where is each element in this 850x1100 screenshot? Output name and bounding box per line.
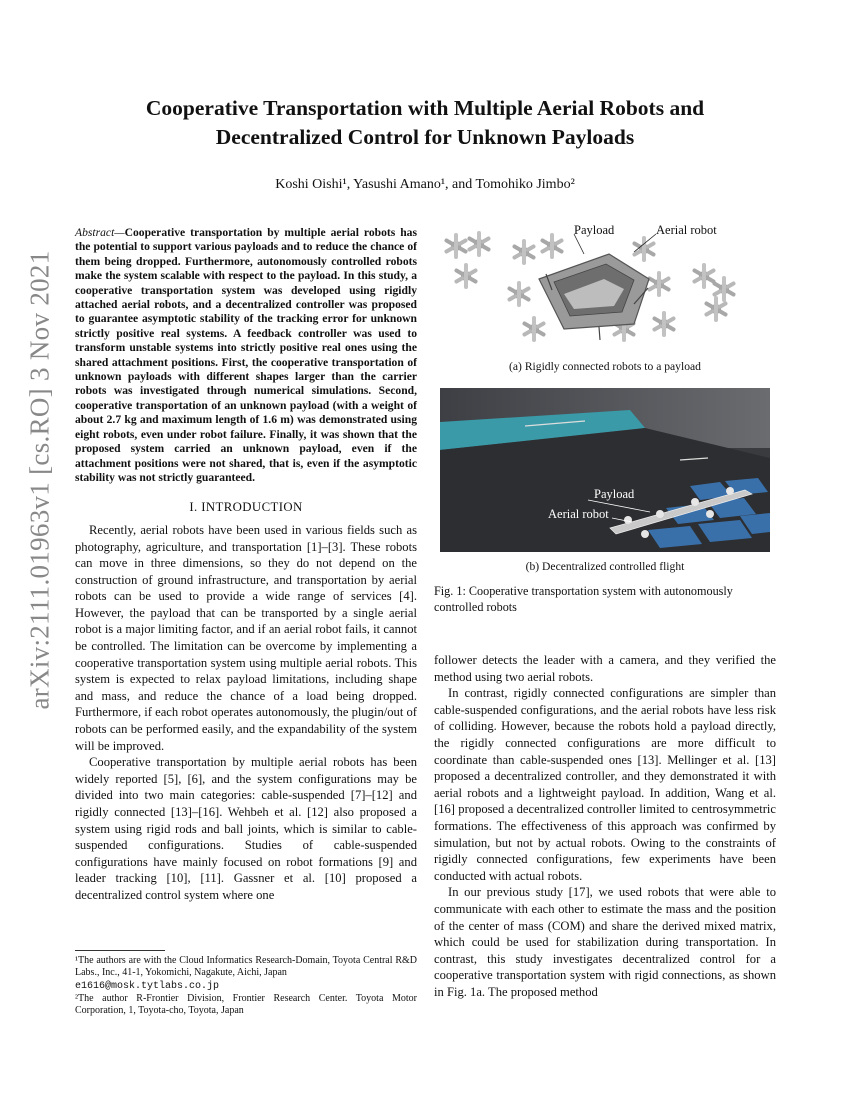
fig1a-label-payload: Payload: [574, 224, 615, 237]
title-line-1: Cooperative Transportation with Multiple Aerial Robots and: [145, 96, 705, 120]
figure-1a-illustration: [434, 224, 776, 359]
rotor-3: [454, 263, 479, 289]
payload-box: [539, 254, 649, 340]
arxiv-sidebar: [22, 250, 58, 710]
right-paragraph-3: In our previous study [17], we used robots that were able to communicate with each other to estimate the mass and the position of the center of mass (COM) and share the derived mixed matrix, which could be used for stabilization during transportation. In contrast, this study investigates decentralized control for a cooperative transportation system with rigid connections, as shown in Fig. 1a. The proposed method: [434, 885, 776, 999]
rotor-11: [692, 263, 717, 289]
paper-title: [75, 94, 775, 152]
footnote-1-text: ¹The authors are with the Cloud Informatics Research-Domain, Toyota Central R&D Labs., Inc., 41-1, Yokomichi, Nagakute, Aichi, Japan: [75, 955, 417, 979]
footnote-rule: [75, 950, 165, 951]
fig1b-caption: (b) Decentralized controlled flight: [525, 560, 685, 573]
rotor-2: [467, 231, 492, 257]
title-line-2: Decentralized Control for Unknown Payloads: [215, 125, 635, 149]
rotor-5: [540, 233, 565, 259]
rotor-4: [512, 239, 537, 265]
rotor-9: [652, 311, 677, 337]
right-paragraph-1: follower detects the leader with a camera, and they verified the method using two aerial robots.: [434, 653, 776, 684]
figure-1b-photo: [440, 388, 770, 552]
abstract: [75, 226, 417, 485]
intro-paragraph-2: Cooperative transportation by multiple aerial robots has been widely reported [5], [6], and the system configurations may be divided into two main categories: cable-suspended [7]–[12] and rigidly connected [13]–[16]. Wehbeh et al. [12] also proposed a system using rigid rods and ball joints, which is similar to cable-suspended configurations. Studies of cable-suspended configurations have mainly focused on robot formations [9] and leader tracking [10], [11]. Gassner et al. [10] proposed a decentralized control system where one: [75, 755, 417, 902]
footnote-2: ²The author R-Frontier Division, Frontier Research Center. Toyota Motor Corporation, 1, Toyota-cho, Toyota, Japan: [75, 992, 417, 1017]
rotor-7: [522, 316, 547, 342]
footnotes: [75, 950, 417, 1017]
rotor-14: [632, 236, 657, 262]
rotor-6: [507, 281, 532, 307]
footnote-email[interactable]: e1616@mosk.tytlabs.co.jp: [75, 980, 220, 992]
section-heading-introduction: I. INTRODUCTION: [189, 500, 303, 515]
intro-paragraph-1: Recently, aerial robots have been used in various fields such as photography, agriculture, and transportation [1]–[3]. These robots can move in three dimensions, so they do not depend on the construction of ground infrastructure, and transportation by aerial robots can be used to provide a wide range of services [4]. However, the payload that can be transported by a single aerial robot is a major limiting factor, and if an aerial robot fails, it cannot be controlled. The limitation can be overcome by implementing a cooperative transportation system using multiple aerial robots. This system is expected to relax payload limitations, including shape and mass, and reduce the chance of a load being dropped. Furthermore, if each robot operates autonomously, the plugin/out of robots can be performed easily, and the expandability of the system will be improved.: [75, 522, 417, 753]
left-column: [75, 226, 417, 904]
figure-1-caption: Fig. 1: Cooperative transportation system with autonomously controlled robots: [434, 584, 733, 614]
right-paragraph-2: In contrast, rigidly connected configurations are simpler than cable-suspended configurations, and the aerial robots have less risk of colliding. However, because the robots hold a payload directly, the rigidly connected configurations are more difficult to coordinate than cable-suspended ones [13]. Mellinger et al. [13] proposed a decentralized controller, and they demonstrated it with aerial robots and a lightweight payload. In addition, Wang et al. [16] proposed a decentralized controller limited to centrosymmetric formations. The effectiveness of this approach was confirmed by simulation, but not by actual robots. Owing to the constraints of rigidly connected configurations, few experiments have been conducted with actual robots.: [434, 686, 776, 883]
authors: Koshi Oishi¹, Yasushi Amano¹, and Tomohiko Jimbo²: [275, 177, 575, 192]
footnote-1: [75, 955, 417, 993]
right-column-text: [434, 652, 776, 1000]
fig1a-caption: (a) Rigidly connected robots to a payload: [509, 360, 701, 373]
abstract-text: Cooperative transportation by multiple aerial robots has the potential to support various payloads and to reduce the chance of them being dropped. Furthermore, autonomously controlled robots make the system scalable with respect to the payload. In this study, a cooperative transportation system was developed using rigidly attached aerial robots, and a decentralized controller was proposed to guarantee asymptotic stability of the tracking error for unknown strictly positive real systems. A feedback controller was used to transform unstable systems into strictly positive real ones using the shared attachment positions. First, the cooperative transportation of unknown payloads with different shapes larger than the carrier robots was investigated through numerical simulations. Second, cooperative transportation of an unknown payload (with a weight of about 2.7 kg and maximum length of 1.6 m) was demonstrated using eight robots, even under robot failure. Finally, it was shown that the proposed system carried an unknown payload, even if the attachment positions were not shared, that is, even if the asymptotic stability was not strictly guaranteed.: [75, 226, 417, 484]
rotor-8: [647, 271, 672, 297]
fig1a-label-robot: Aerial robot: [656, 224, 717, 237]
arxiv-id: arXiv:2111.01963v1 [cs.RO] 3 Nov 2021: [24, 250, 55, 710]
fig1b-label-payload: Payload: [594, 487, 635, 501]
abstract-lead: Abstract—: [75, 226, 125, 239]
rotor-1: [444, 233, 469, 259]
fig1b-label-robot: Aerial robot: [548, 507, 609, 521]
